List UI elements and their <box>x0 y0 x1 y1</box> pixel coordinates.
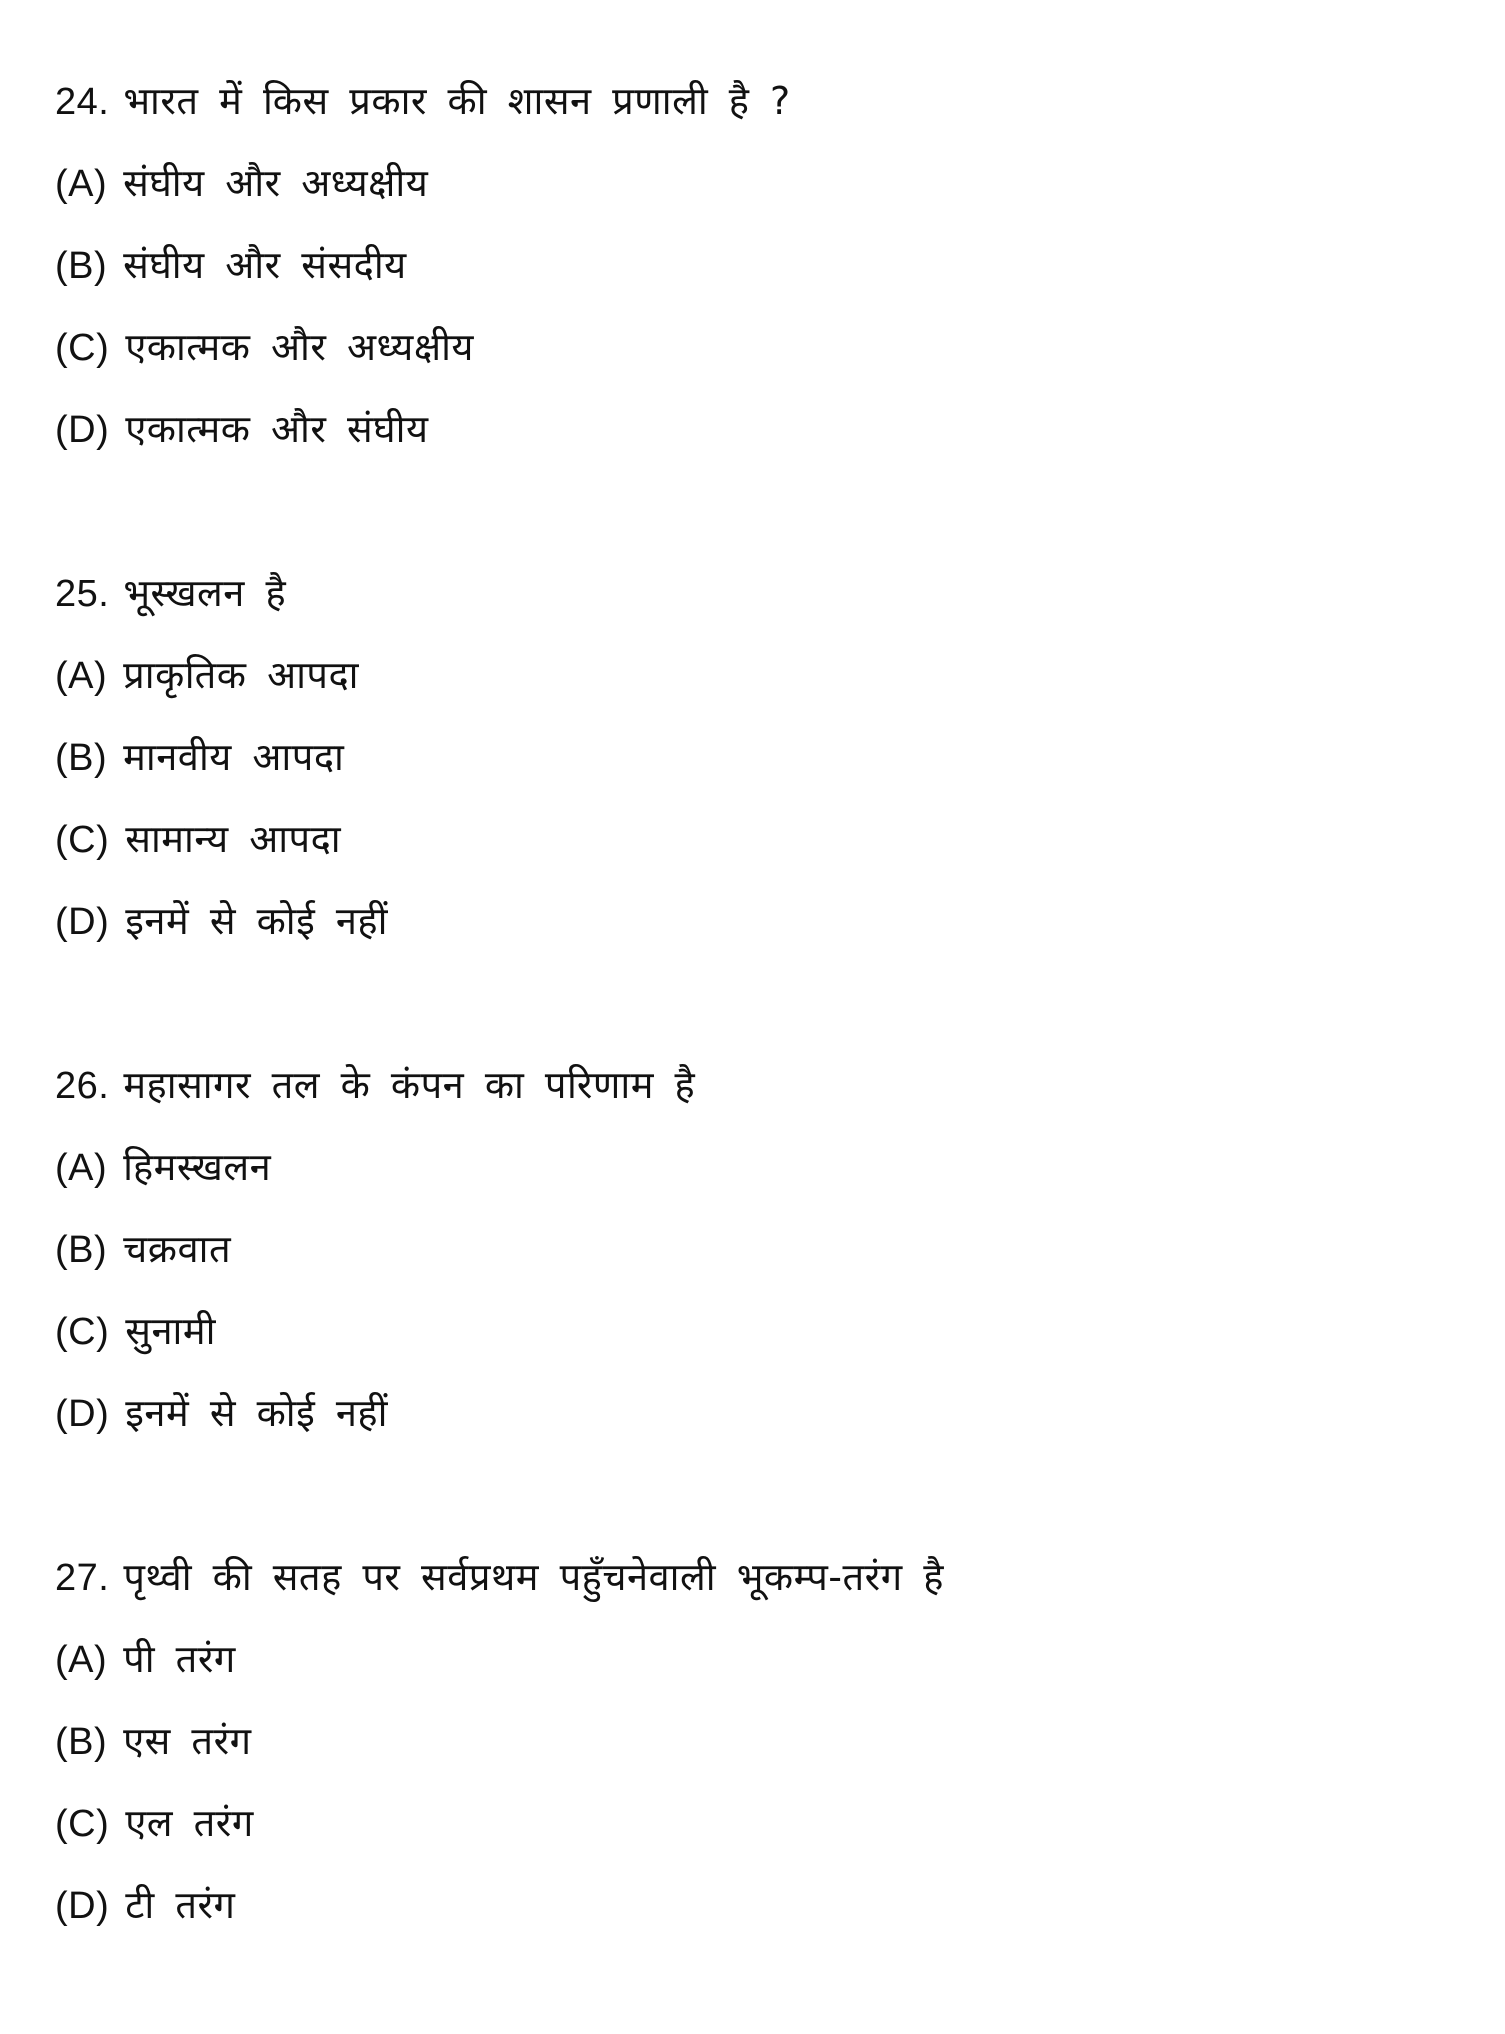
option-key: (B) <box>55 1229 108 1271</box>
option-text: संघीय और संसदीय <box>123 243 407 287</box>
question-text: भूस्खलन है <box>123 571 287 615</box>
option-d <box>55 1372 1455 1454</box>
option-key: (D) <box>55 1393 110 1435</box>
option-text: प्राकृतिक आपदा <box>123 653 360 697</box>
option-a <box>55 1126 1455 1208</box>
option-c <box>55 306 1455 388</box>
option-text: एकात्मक और संघीय <box>125 407 429 451</box>
option-text: चक्रवात <box>123 1227 232 1271</box>
option-c <box>55 1782 1455 1864</box>
option-key: (C) <box>55 1311 110 1353</box>
option-key: (B) <box>55 245 108 287</box>
option-key: (C) <box>55 327 110 369</box>
option-text: टी तरंग <box>125 1883 236 1927</box>
option-c <box>55 1290 1455 1372</box>
option-text: हिमस्खलन <box>123 1145 272 1189</box>
option-key: (A) <box>55 655 108 697</box>
option-text: सुनामी <box>125 1309 216 1353</box>
question-text: महासागर तल के कंपन का परिणाम है <box>123 1063 696 1107</box>
option-b <box>55 1208 1455 1290</box>
option-text: एस तरंग <box>123 1719 252 1763</box>
question-stem <box>55 1536 1455 1618</box>
option-key: (D) <box>55 409 110 451</box>
question-26 <box>55 1044 1455 1454</box>
option-text: पी तरंग <box>123 1637 236 1681</box>
option-b <box>55 224 1455 306</box>
option-text: संघीय और अध्यक्षीय <box>123 161 429 205</box>
option-a <box>55 142 1455 224</box>
option-c <box>55 798 1455 880</box>
question-27 <box>55 1536 1455 1946</box>
question-text: भारत में किस प्रकार की शासन प्रणाली है ? <box>123 79 791 123</box>
option-key: (C) <box>55 1803 110 1845</box>
question-text: पृथ्वी की सतह पर सर्वप्रथम पहुँचनेवाली भूकम्प-तरंग है <box>123 1555 944 1599</box>
option-b <box>55 716 1455 798</box>
option-key: (A) <box>55 1639 108 1681</box>
question-number: 26. <box>55 1065 110 1107</box>
question-stem <box>55 1044 1455 1126</box>
option-text: इनमें से कोई नहीं <box>125 899 388 943</box>
question-number: 24. <box>55 81 110 123</box>
option-key: (A) <box>55 163 108 205</box>
option-key: (B) <box>55 737 108 779</box>
option-a <box>55 1618 1455 1700</box>
option-text: सामान्य आपदा <box>125 817 342 861</box>
option-b <box>55 1700 1455 1782</box>
option-key: (B) <box>55 1721 108 1763</box>
question-stem <box>55 60 1455 142</box>
option-d <box>55 388 1455 470</box>
option-text: इनमें से कोई नहीं <box>125 1391 388 1435</box>
option-key: (C) <box>55 819 110 861</box>
option-text: एकात्मक और अध्यक्षीय <box>125 325 474 369</box>
option-key: (D) <box>55 1885 110 1927</box>
option-key: (A) <box>55 1147 108 1189</box>
question-25 <box>55 552 1455 962</box>
question-stem <box>55 552 1455 634</box>
option-key: (D) <box>55 901 110 943</box>
question-number: 27. <box>55 1557 110 1599</box>
question-number: 25. <box>55 573 110 615</box>
option-d <box>55 1864 1455 1946</box>
question-24 <box>55 60 1455 470</box>
option-text: एल तरंग <box>125 1801 254 1845</box>
option-a <box>55 634 1455 716</box>
option-d <box>55 880 1455 962</box>
option-text: मानवीय आपदा <box>123 735 345 779</box>
